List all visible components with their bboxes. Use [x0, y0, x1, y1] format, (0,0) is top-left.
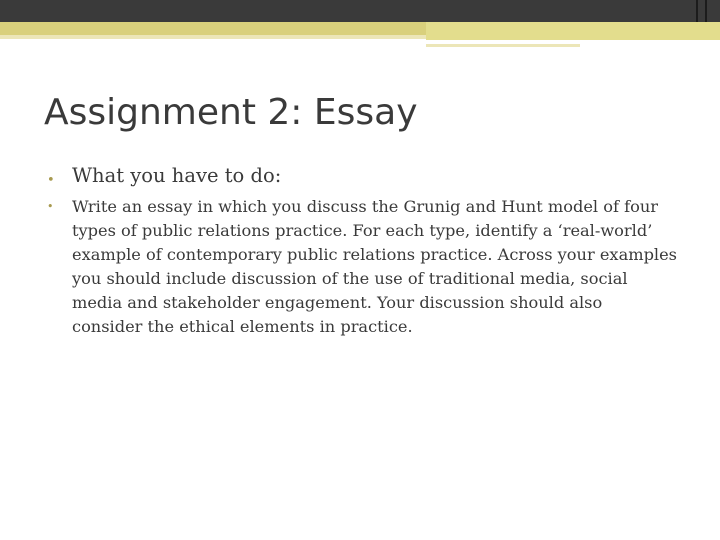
bullet-text: Write an essay in which you discuss the Grunig and Hunt model of four types of public relations practice. For each type, identify a ‘real-world’ example of contemporary public relations practice. Across your examples you should include discussion of the use of traditional media, social media and stakeholder engagement. Your discussion should also consider the ethical elements in practice. — [72, 197, 677, 336]
header-divider — [696, 0, 698, 22]
bullet-text: What you have to do: — [72, 164, 282, 187]
slide-title: Assignment 2: Essay — [44, 92, 418, 133]
bullet-dot-icon: • — [47, 200, 54, 213]
header-divider — [705, 0, 707, 22]
header-accent-stripe — [426, 44, 580, 47]
bullet-dot-icon: • — [47, 173, 55, 188]
header-accent-block — [426, 22, 720, 40]
header-dark-bar — [0, 0, 720, 22]
header-cream-stripe — [0, 35, 426, 39]
